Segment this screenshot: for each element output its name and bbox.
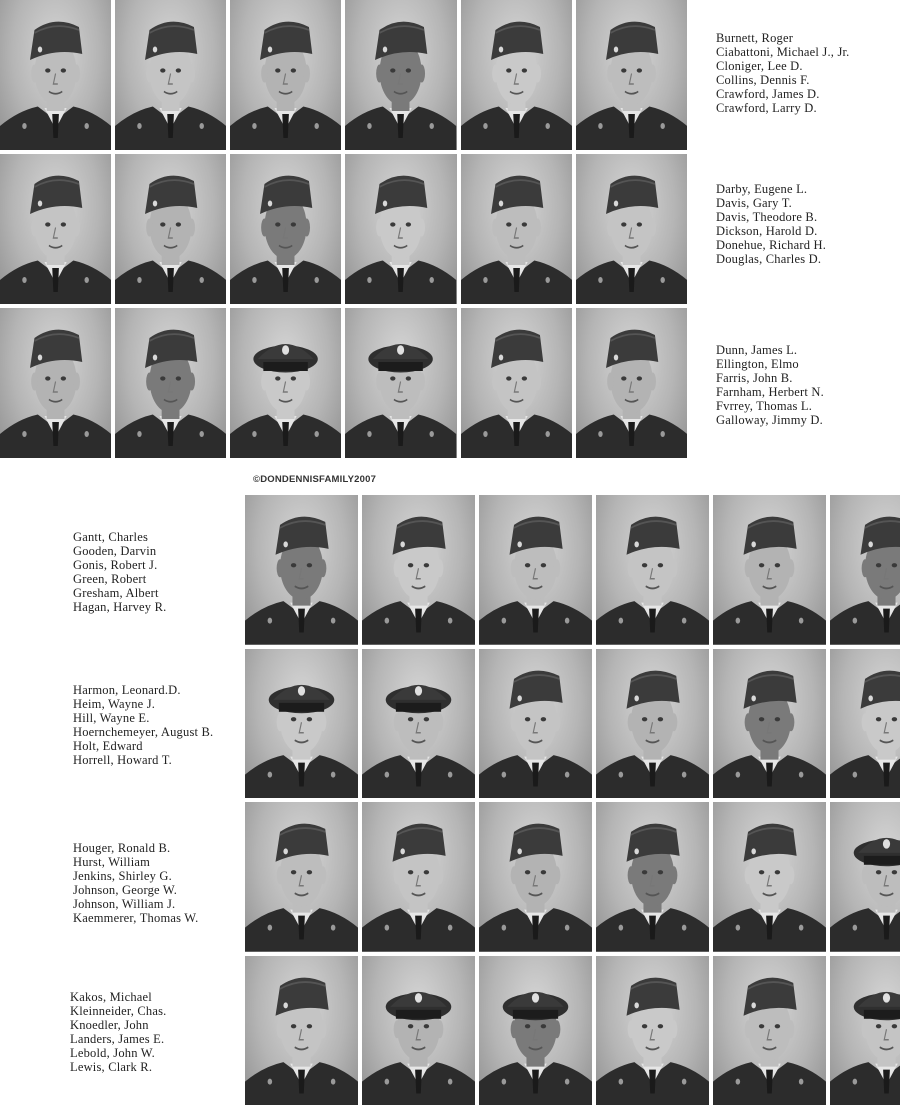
name-entry: Kakos, Michael [70,990,152,1004]
name-entry: Hoernchemeyer, August B. [73,725,214,739]
name-entry: Gonis, Robert J. [73,558,158,572]
soldier-portrait [576,308,687,458]
name-list-group-5 [73,683,213,767]
soldier-portrait [479,802,592,952]
name-entry: Cloniger, Lee D. [716,59,803,73]
name-entry: Ellington, Elmo [716,357,799,371]
soldier-portrait [576,0,687,150]
name-entry: Ciabattoni, Michael J., Jr. [716,45,850,59]
soldier-portrait [479,956,592,1105]
soldier-portrait [830,802,900,952]
name-entry: Galloway, Jimmy D. [716,413,823,427]
name-entry: Gresham, Albert [73,586,159,600]
name-entry: Heim, Wayne J. [73,697,156,711]
name-entry: Harmon, Leonard.D. [73,683,181,697]
name-entry: Collins, Dennis F. [716,73,810,87]
soldier-portrait [345,0,456,150]
soldier-portrait [245,802,358,952]
soldier-portrait [245,495,358,645]
soldier-portrait [713,649,826,799]
name-list-group-7 [70,990,166,1074]
name-entry: Crawford, Larry D. [716,101,817,115]
photo-grid-bottom [245,495,900,1105]
soldier-portrait [830,956,900,1105]
name-entry: Hurst, William [73,855,151,869]
name-entry: Darby, Eugene L. [716,182,808,196]
name-entry: Fvrrey, Thomas L. [716,399,813,413]
soldier-portrait [576,154,687,304]
soldier-portrait [230,154,341,304]
soldier-portrait [115,154,226,304]
soldier-portrait [479,649,592,799]
name-entry: Burnett, Roger [716,31,794,45]
name-entry: Davis, Theodore B. [716,210,818,224]
name-entry: Gantt, Charles [73,530,149,544]
soldier-portrait [362,802,475,952]
soldier-portrait [230,0,341,150]
soldier-portrait [345,154,456,304]
soldier-portrait [713,802,826,952]
soldier-portrait [596,802,709,952]
name-list-group-6 [73,841,198,925]
name-entry: Johnson, William J. [73,897,176,911]
name-entry: Farnham, Herbert N. [716,385,824,399]
soldier-portrait [362,956,475,1105]
name-entry: Gooden, Darvin [73,544,157,558]
soldier-portrait [596,956,709,1105]
soldier-portrait [461,154,572,304]
name-entry: Holt, Edward [73,739,143,753]
name-entry: Lewis, Clark R. [70,1060,153,1074]
soldier-portrait [115,308,226,458]
name-list-group-2 [716,182,826,266]
soldier-portrait [345,308,456,458]
soldier-portrait [596,495,709,645]
soldier-portrait [0,308,111,458]
soldier-portrait [713,956,826,1105]
soldier-portrait [596,649,709,799]
soldier-portrait [830,495,900,645]
name-entry: Landers, James E. [70,1032,165,1046]
soldier-portrait [479,495,592,645]
soldier-portrait [115,0,226,150]
name-entry: Donehue, Richard H. [716,238,827,252]
soldier-portrait [461,308,572,458]
name-list-group-3 [716,343,824,427]
soldier-portrait [461,0,572,150]
name-list-group-4 [73,530,166,614]
name-entry: Kleinneider, Chas. [70,1004,167,1018]
soldier-portrait [230,308,341,458]
soldier-portrait [713,495,826,645]
soldier-portrait [362,649,475,799]
name-entry: Farris, John B. [716,371,793,385]
soldier-portrait [245,956,358,1105]
name-entry: Dickson, Harold D. [716,224,818,238]
soldier-portrait [362,495,475,645]
name-entry: Crawford, James D. [716,87,820,101]
name-entry: Hill, Wayne E. [73,711,150,725]
name-entry: Dunn, James L. [716,343,798,357]
name-list-group-1 [716,31,850,115]
name-entry: Douglas, Charles D. [716,252,822,266]
soldier-portrait [0,0,111,150]
name-entry: Horrell, Howard T. [73,753,172,767]
name-entry: Hagan, Harvey R. [73,600,167,614]
name-entry: Davis, Gary T. [716,196,792,210]
name-entry: Knoedler, John [70,1018,149,1032]
name-entry: Johnson, George W. [73,883,178,897]
name-entry: Jenkins, Shirley G. [73,869,172,883]
name-entry: Green, Robert [73,572,147,586]
soldier-portrait [0,154,111,304]
soldier-portrait [830,649,900,799]
photo-grid-top [0,0,687,458]
name-entry: Kaemmerer, Thomas W. [73,911,199,925]
name-entry: Houger, Ronald B. [73,841,171,855]
name-entry: Lebold, John W. [70,1046,155,1060]
soldier-portrait [245,649,358,799]
copyright-watermark: ©DONDENNISFAMILY2007 [253,474,377,485]
